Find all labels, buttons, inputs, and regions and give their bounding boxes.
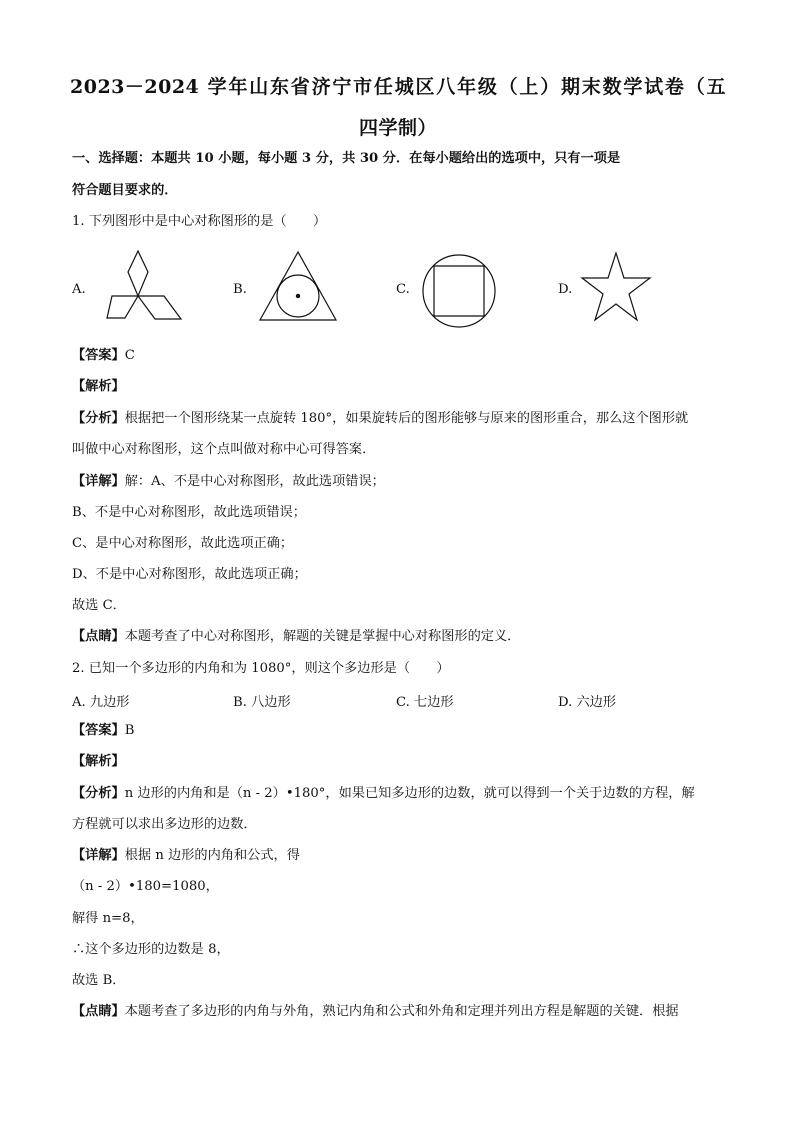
q1-stem: 1. 下列图形中是中心对称图形的是（ ） bbox=[72, 214, 327, 229]
dianjing-text: 本题考查了中心对称图形，解题的关键是掌握中心对称图形的定义． bbox=[124, 629, 521, 644]
q2-option-d: D. 六边形 bbox=[558, 695, 617, 710]
q1-fenxi-line-2: 叫做中心对称图形，这个点叫做对称中心可得答案． bbox=[72, 442, 376, 457]
fenxi-text: n 边形的内角和是（n - 2）•180°，如果已知多边形的边数，就可以得到一个关于边数的方程，解 bbox=[124, 786, 695, 801]
answer-value: C bbox=[124, 348, 135, 363]
section-heading-line-2: 符合题目要求的． bbox=[72, 183, 178, 198]
xiangjie-tag: 【详解】 bbox=[72, 474, 125, 489]
q2-xiangjie-line-2: （n - 2）•180=1080， bbox=[72, 879, 219, 894]
q1-fenxi-line-1 bbox=[72, 410, 722, 428]
answer-tag: 【答案】 bbox=[72, 348, 125, 363]
dianjing-tag: 【点睛】 bbox=[72, 1004, 125, 1019]
q2-xiangjie-line-5: 故选 B． bbox=[72, 973, 126, 988]
xiangjie-text: 根据 n 边形的内角和公式，得 bbox=[124, 848, 300, 863]
section-heading-line-1: 一、选择题：本题共 10 小题，每小题 3 分，共 30 分．在每小题给出的选项中，只有一项是 bbox=[72, 151, 621, 166]
q2-option-b: B. 八边形 bbox=[233, 695, 291, 710]
q1-answer bbox=[72, 347, 722, 365]
star-icon bbox=[582, 252, 652, 322]
q1-option-b-label: B. bbox=[233, 282, 247, 297]
q1-dianjing bbox=[72, 628, 722, 646]
q2-fenxi-line-2: 方程就可以求出多边形的边数． bbox=[72, 817, 257, 832]
xiangjie-tag: 【详解】 bbox=[72, 848, 125, 863]
q2-analysis-tag: 【解析】 bbox=[72, 754, 125, 769]
q1-xiangjie-line-3: C、是中心对称图形，故此选项正确； bbox=[72, 536, 294, 551]
q2-answer bbox=[72, 722, 722, 740]
xiangjie-text: 解：A、不是中心对称图形，故此选项错误； bbox=[124, 474, 385, 489]
q1-option-a-label: A. bbox=[72, 282, 86, 297]
q2-xiangjie-line-3: 解得 n=8， bbox=[72, 911, 144, 926]
dianjing-tag: 【点睛】 bbox=[72, 629, 125, 644]
dianjing-text: 本题考查了多边形的内角与外角，熟记内角和公式和外角和定理并列出方程是解题的关键．根据 bbox=[124, 1004, 679, 1019]
q2-option-a: A. 九边形 bbox=[72, 695, 130, 710]
q2-xiangjie-line-1 bbox=[72, 847, 722, 865]
q2-xiangjie-line-4: ∴这个多边形的边数是 8， bbox=[72, 942, 230, 957]
q1-analysis-tag: 【解析】 bbox=[72, 379, 125, 394]
q1-xiangjie-line-4: D、不是中心对称图形，故此选项正确； bbox=[72, 567, 307, 582]
page-title-line-2: 四学制） bbox=[358, 117, 437, 139]
triangle-incircle-icon bbox=[260, 250, 338, 322]
q2-dianjing bbox=[72, 1003, 722, 1021]
page-title-line-1: 2023－2024 学年山东省济宁市任城区八年级（上）期末数学试卷（五 bbox=[70, 76, 726, 98]
q1-xiangjie-line-5: 故选 C． bbox=[72, 598, 126, 613]
q1-option-d-label: D. bbox=[558, 282, 573, 297]
fenxi-tag: 【分析】 bbox=[72, 786, 125, 801]
q1-option-c-label: C. bbox=[396, 282, 410, 297]
fenxi-text: 根据把一个图形绕某一点旋转 180°，如果旋转后的图形能够与原来的图形重合，那么这个图形就 bbox=[124, 411, 689, 426]
q1-xiangjie-line-1 bbox=[72, 473, 722, 491]
fenxi-tag: 【分析】 bbox=[72, 411, 125, 426]
q1-xiangjie-line-2: B、不是中心对称图形，故此选项错误； bbox=[72, 505, 306, 520]
q2-fenxi-line-1 bbox=[72, 785, 722, 803]
answer-value: B bbox=[124, 723, 135, 738]
answer-tag: 【答案】 bbox=[72, 723, 125, 738]
q2-option-c: C. 七边形 bbox=[396, 695, 454, 710]
three-rhombus-icon bbox=[108, 250, 184, 322]
q2-stem: 2. 已知一个多边形的内角和为 1080°，则这个多边形是（ ） bbox=[72, 661, 450, 676]
circle-square-icon bbox=[421, 253, 497, 329]
